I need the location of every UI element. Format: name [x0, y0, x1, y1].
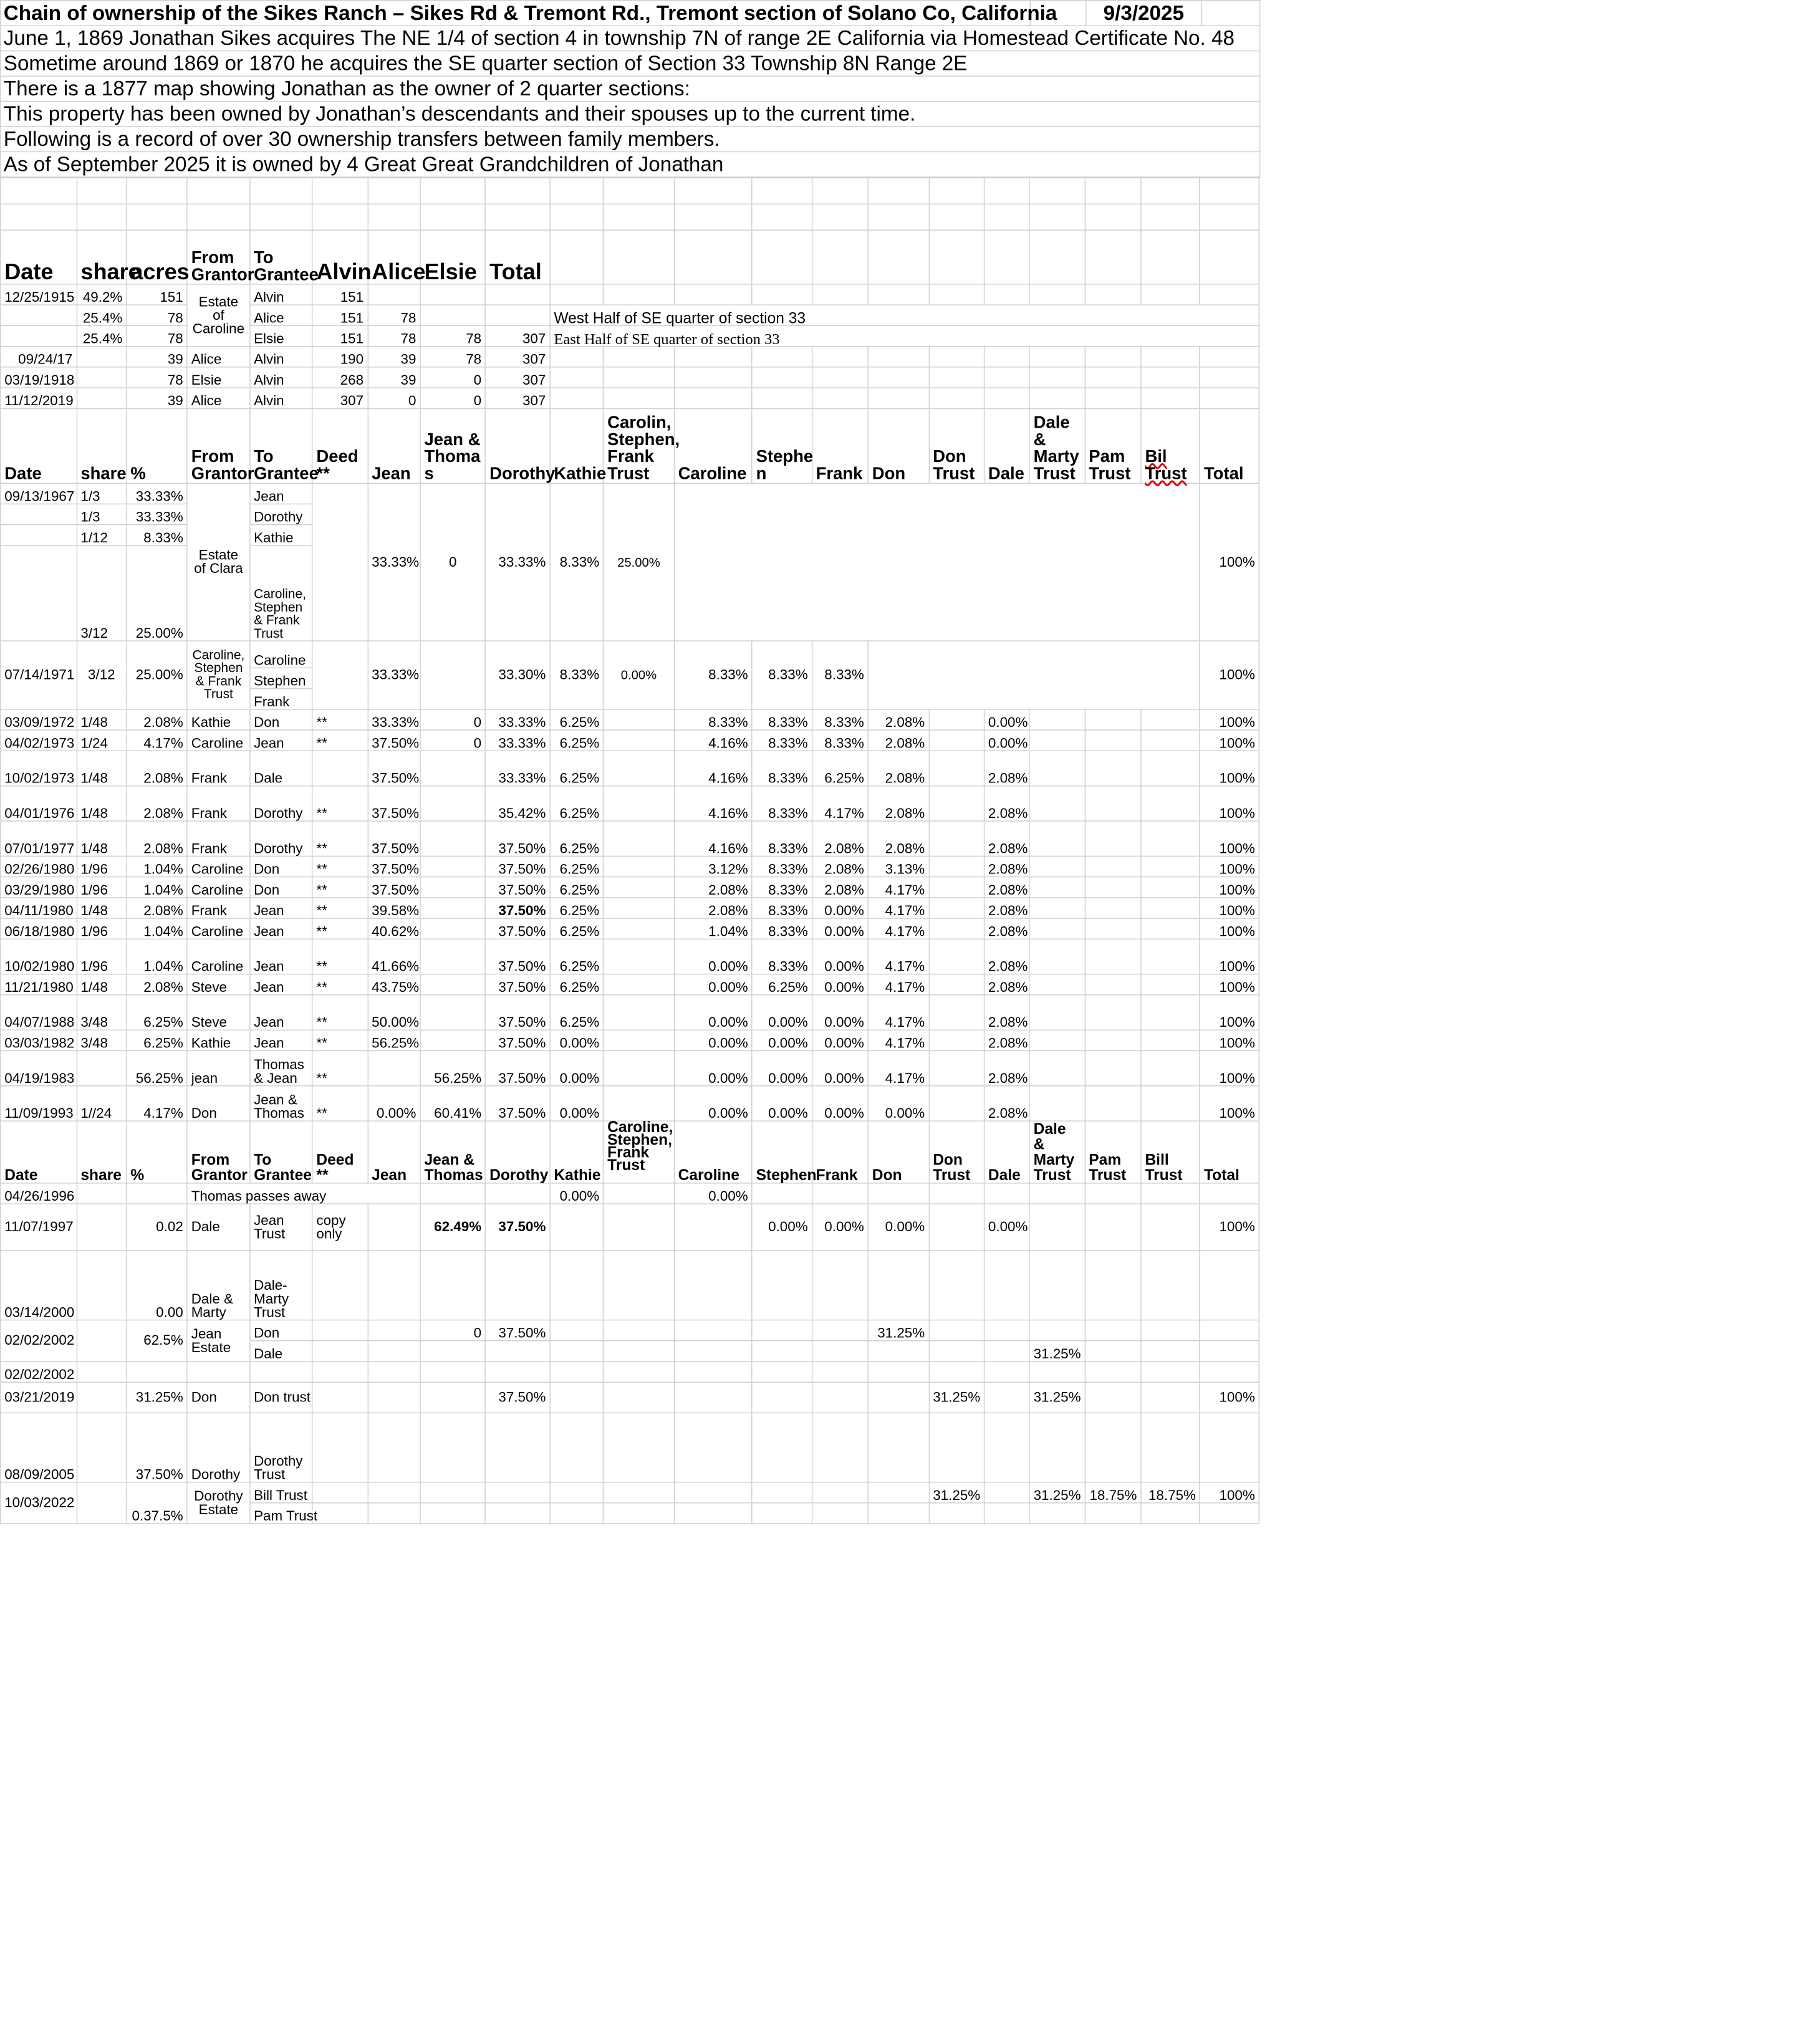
table-row: Pam Trust	[1, 1503, 1259, 1524]
table-row: 11/07/1997 0.02 Dale Jean Trust copy only 62.49% 37.50% 0.00% 0.00% 0.00% 0.00% 100%	[1, 1204, 1259, 1251]
table-row: Dale 31.25%	[1, 1341, 1259, 1361]
col-header-from: From Grantor	[187, 230, 249, 284]
table-row: 11/21/1980 1/48 2.08% Steve Jean ** 43.75% 37.50% 6.25% 0.00% 6.25% 0.00% 4.17% 2.08% 100%	[1, 974, 1259, 995]
col-header-total: Total	[486, 230, 550, 284]
table-row: 04/01/1976 1/48 2.08% Frank Dorothy ** 37.50% 35.42% 6.25% 4.16% 8.33% 4.17% 2.08% 2.08% 100%	[1, 786, 1259, 821]
table-row: 04/19/1983 56.25% jean Thomas & Jean ** 56.25% 37.50% 0.00% 0.00% 0.00% 0.00% 4.17% 2.08% 100%	[1, 1050, 1259, 1085]
document-title: Chain of ownership of the Sikes Ranch – Sikes Rd & Tremont Rd., Tremont section of Solano Co, California	[1, 1, 1031, 26]
col-header-alice: Alice	[368, 230, 420, 284]
table-row: 07/14/1971 3/12 25.00% Caroline, Stephen & Frank Trust Caroline 33.33% 33.30% 8.33% 0.00% 8.33% 8.33% 8.33% 100%	[1, 641, 1259, 668]
parcel-note: West Half of SE quarter of section 33	[550, 305, 1259, 325]
table-row: 04/11/1980 1/48 2.08% Frank Jean ** 39.58% 37.50% 6.25% 2.08% 8.33% 0.00% 4.17% 2.08% 100%	[1, 898, 1259, 918]
table-row: 09/13/1967 1/3 33.33% Estate of Clara Jean 33.33% 0 33.33% 8.33% 25.00% 100%	[1, 483, 1259, 504]
estate-of-caroline: Estate of Caroline	[187, 284, 249, 347]
table-row: 03/29/1980 1/96 1.04% Caroline Don ** 37.50% 37.50% 6.25% 2.08% 8.33% 2.08% 4.17% 2.08% 100%	[1, 877, 1259, 898]
parcel-note: East Half of SE quarter of section 33	[550, 325, 1259, 346]
table2-header-row: Date share % From Grantor To Grantee Deed ** Jean Jean & Thoma s Dorothy Kathie Carolin, Stephen, Frank Trust Caroline Stephe n Frank Don Don Trust Dale Dale & Marty Trust Pam Trust Bil Trust Total	[1, 408, 1259, 483]
document-date: 9/3/2025	[1086, 1, 1201, 26]
col-header-date: Date	[1, 230, 77, 284]
table-row: 11/12/2019 39 Alice Alvin 307 0 0 307	[1, 388, 1259, 408]
col-header-share: share	[77, 230, 127, 284]
table-row: 03/19/1918 78 Elsie Alvin 268 39 0 307	[1, 367, 1259, 388]
table-row: 07/01/1977 1/48 2.08% Frank Dorothy ** 37.50% 37.50% 6.25% 4.16% 8.33% 2.08% 2.08% 2.08% 100%	[1, 821, 1259, 856]
table-row: 3/12 25.00% Caroline, Stephen & Frank Trust	[1, 545, 1259, 641]
transfer-rows	[1, 709, 1259, 1121]
intro-table	[0, 0, 1260, 178]
intro-line: June 1, 1869 Jonathan Sikes acquires The NE 1/4 of section 4 in township 7N of range 2E California via Homestead Certificate No. 48	[1, 26, 1260, 50]
table-row: 03/03/1982 3/48 6.25% Kathie Jean ** 56.25% 37.50% 0.00% 0.00% 0.00% 0.00% 4.17% 2.08% 100%	[1, 1030, 1259, 1050]
table-row: 25.4% 78 Alice 151 78 West Half of SE quarter of section 33	[1, 305, 1259, 325]
table-row: 02/02/2002 62.5% Jean Estate Don 0 37.50% 31.25%	[1, 1320, 1259, 1341]
table-row: 10/03/2022 0.37.5% Dorothy Estate Bill Trust 31.25% 31.25% 18.75% 18.75% 100%	[1, 1482, 1259, 1503]
table-row: 1/12 8.33% Kathie	[1, 525, 1259, 545]
intro-line: As of September 2025 it is owned by 4 Great Great Grandchildren of Jonathan	[1, 151, 1260, 176]
table3-header-row: Date share % From Grantor To Grantee Deed ** Jean Jean & Thomas Dorothy Kathie Caroline, Stephen, Frank Trust Caroline Stephen Frank Don Don Trust Dale Dale & Marty Trust Pam Trust Bill Trust Total	[1, 1121, 1259, 1183]
col-header-to: To Grantee	[250, 230, 312, 284]
table-row: 03/21/2019 31.25% Don Don trust 37.50% 31.25% 31.25% 100%	[1, 1382, 1259, 1413]
table1-header-row	[1, 230, 1259, 284]
table-row: 10/02/1973 1/48 2.08% Frank Dale 37.50% 33.33% 6.25% 4.16% 8.33% 6.25% 2.08% 2.08% 100%	[1, 751, 1259, 785]
table-row: 03/09/1972 1/48 2.08% Kathie Don ** 33.33% 0 33.33% 6.25% 8.33% 8.33% 8.33% 2.08% 0.00% 100%	[1, 709, 1259, 730]
col-header-elsie: Elsie	[420, 230, 486, 284]
col-header-acres: acres	[127, 230, 187, 284]
intro-line: Sometime around 1869 or 1870 he acquires the SE quarter section of Section 33 Township 8N Range 2E	[1, 51, 1260, 76]
table-row: 1/3 33.33% Dorothy	[1, 504, 1259, 524]
col-header-alvin: Alvin	[312, 230, 368, 284]
intro-line: Following is a record of over 30 ownership transfers between family members.	[1, 127, 1260, 151]
table-row: 04/26/1996 Thomas passes away 0.00% 0.00%	[1, 1183, 1259, 1204]
table-row: 02/02/2002	[1, 1361, 1259, 1382]
ownership-table	[0, 178, 1259, 1524]
table-row: 08/09/2005 37.50% Dorothy Dorothy Trust	[1, 1413, 1259, 1482]
table-row: 04/07/1988 3/48 6.25% Steve Jean ** 50.00% 37.50% 6.25% 0.00% 0.00% 0.00% 4.17% 2.08% 100%	[1, 995, 1259, 1030]
event-note: Thomas passes away	[187, 1183, 420, 1204]
intro-line: This property has been owned by Jonathan’s descendants and their spouses up to the current time.	[1, 102, 1260, 127]
table-row: 04/02/1973 1/24 4.17% Caroline Jean ** 37.50% 0 33.33% 6.25% 4.16% 8.33% 8.33% 2.08% 0.00% 100%	[1, 730, 1259, 751]
table-row: 12/25/1915 49.2% 151 Estate of Caroline Alvin 151	[1, 284, 1259, 305]
table-row: Stephen	[1, 668, 1259, 688]
table-row: 06/18/1980 1/96 1.04% Caroline Jean ** 40.62% 37.50% 6.25% 1.04% 8.33% 0.00% 4.17% 2.08% 100%	[1, 918, 1259, 939]
estate-of-clara: Estate of Clara	[187, 483, 249, 641]
table-row: 03/14/2000 0.00 Dale & Marty Dale-Marty Trust	[1, 1251, 1259, 1320]
table-row: 09/24/17 39 Alice Alvin 190 39 78 307	[1, 347, 1259, 367]
intro-line: There is a 1877 map showing Jonathan as the owner of 2 quarter sections:	[1, 76, 1260, 101]
table-row: 11/09/1993 1//24 4.17% Don Jean & Thomas ** 0.00% 60.41% 37.50% 0.00% 0.00% 0.00% 0.00% 0.00% 2.08% 100%	[1, 1086, 1259, 1121]
table-row: 25.4% 78 Elsie 151 78 78 307 East Half of SE quarter of section 33	[1, 325, 1259, 346]
table-row: 10/02/1980 1/96 1.04% Caroline Jean ** 41.66% 37.50% 6.25% 0.00% 8.33% 0.00% 4.17% 2.08% 100%	[1, 939, 1259, 974]
table-row: Frank	[1, 689, 1259, 709]
table-row: 02/26/1980 1/96 1.04% Caroline Don ** 37.50% 37.50% 6.25% 3.12% 8.33% 2.08% 3.13% 2.08% 100%	[1, 856, 1259, 876]
